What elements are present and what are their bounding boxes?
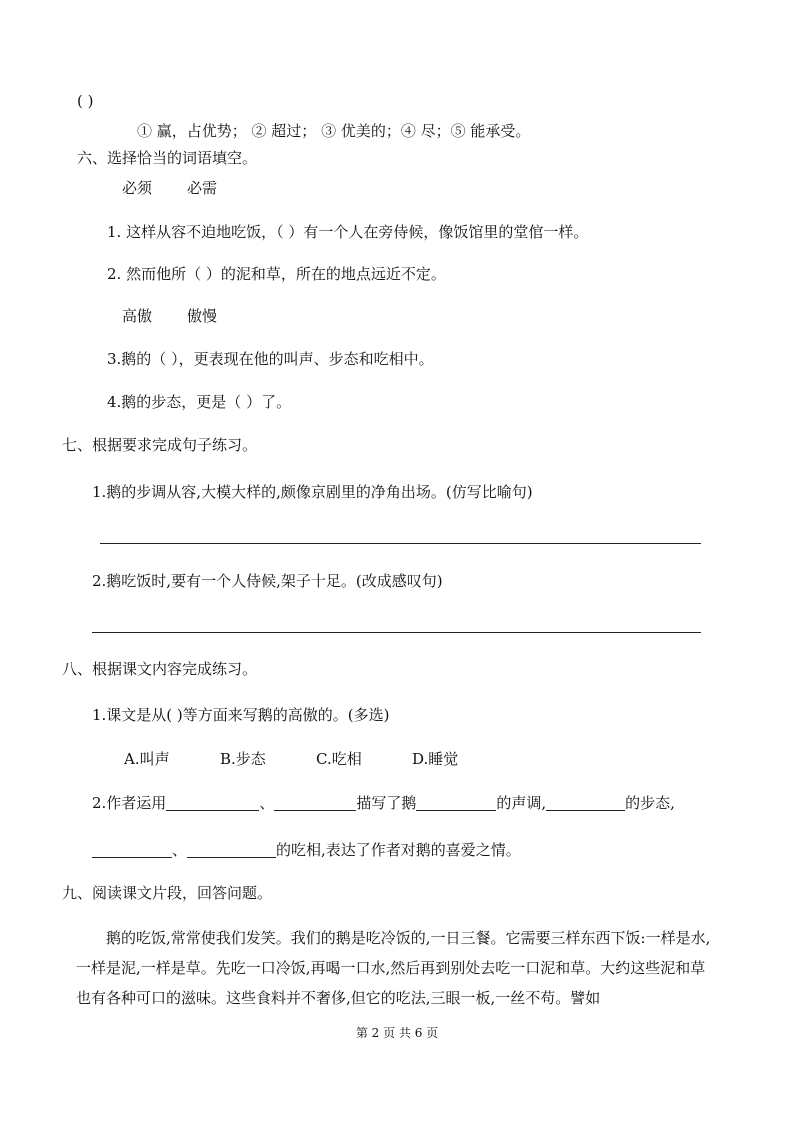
fill-blank-6[interactable] <box>187 843 276 858</box>
fill-blank-1[interactable] <box>166 796 259 811</box>
option-a: A.叫声 <box>124 750 170 768</box>
fill-blank-2[interactable] <box>274 796 356 811</box>
q2-sep-1: 、 <box>259 794 275 812</box>
meaning-options: ① 赢，占优势； ② 超过； ③ 优美的；④ 尽；⑤ 能承受。 <box>137 122 531 140</box>
q2-text-a: 2.作者运用 <box>92 794 167 812</box>
section-8-heading: 八、根据课文内容完成练习。 <box>62 660 258 678</box>
paren-blank: ( ) <box>77 92 94 110</box>
option-b: B.步态 <box>220 750 266 768</box>
option-c: C.吃相 <box>316 750 362 768</box>
word-choice-2: 必需 <box>187 179 218 197</box>
s6-question-4: 4.鹅的步态，更是（ ）了。 <box>107 393 292 411</box>
answer-line-2[interactable] <box>92 632 701 633</box>
fill-blank-3[interactable] <box>416 796 496 811</box>
s6-question-1: 1. 这样从容不迫地吃饭，（ ）有一个人在旁侍候，像饭馆里的堂倌一样。 <box>107 223 589 241</box>
s6-question-2: 2. 然而他所（ ）的泥和草，所在的地点远近不定。 <box>107 265 446 283</box>
passage-text: 鹅的吃饭,常常使我们发笑。我们的鹅是吃冷饭的,一日三餐。它需要三样东西下饭:一样是水,一样是泥,一样是草。先吃一口冷饭,再喝一口水,然后再到别处去吃一口泥和草。大约这些泥和草也有各种可口的滋味。这些食料并不奢侈,但它的吃法,三眼一板,一丝不苟。譬如 <box>76 929 711 1007</box>
q2-text-e: 的吃相,表达了作者对鹅的喜爱之情。 <box>276 841 521 859</box>
s7-question-1: 1.鹅的步调从容,大模大样的,颇像京剧里的净角出场。(仿写比喻句) <box>92 483 533 501</box>
q2-sep-2: 、 <box>172 841 188 859</box>
section-7-heading: 七、根据要求完成句子练习。 <box>62 436 258 454</box>
q2-text-d: 的步态, <box>625 794 675 812</box>
reading-passage <box>76 923 720 1013</box>
answer-line-1[interactable] <box>100 543 701 544</box>
s8-question-2-cont <box>92 843 521 858</box>
word-choice-3: 高傲 <box>122 307 153 325</box>
s6-question-3: 3.鹅的（ ），更表现在他的叫声、步态和吃相中。 <box>107 350 434 368</box>
page-footer: 第 2 页 共 6 页 <box>355 1026 439 1040</box>
s8-question-1: 1.课文是从( )等方面来写鹅的高傲的。(多选) <box>92 706 390 724</box>
section-9-heading: 九、阅读课文片段，回答问题。 <box>62 884 273 902</box>
q2-text-b: 描写了鹅 <box>356 794 417 812</box>
s8-question-2 <box>92 796 675 811</box>
fill-blank-5[interactable] <box>92 843 172 858</box>
s7-question-2: 2.鹅吃饭时,要有一个人侍候,架子十足。(改成感叹句) <box>92 572 443 590</box>
section-6-heading: 六、选择恰当的词语填空。 <box>77 149 258 167</box>
option-d: D.睡觉 <box>412 750 459 768</box>
q2-text-c: 的声调, <box>496 794 547 812</box>
word-choice-4: 傲慢 <box>187 307 218 325</box>
fill-blank-4[interactable] <box>546 796 625 811</box>
word-choice-1: 必须 <box>122 179 153 197</box>
